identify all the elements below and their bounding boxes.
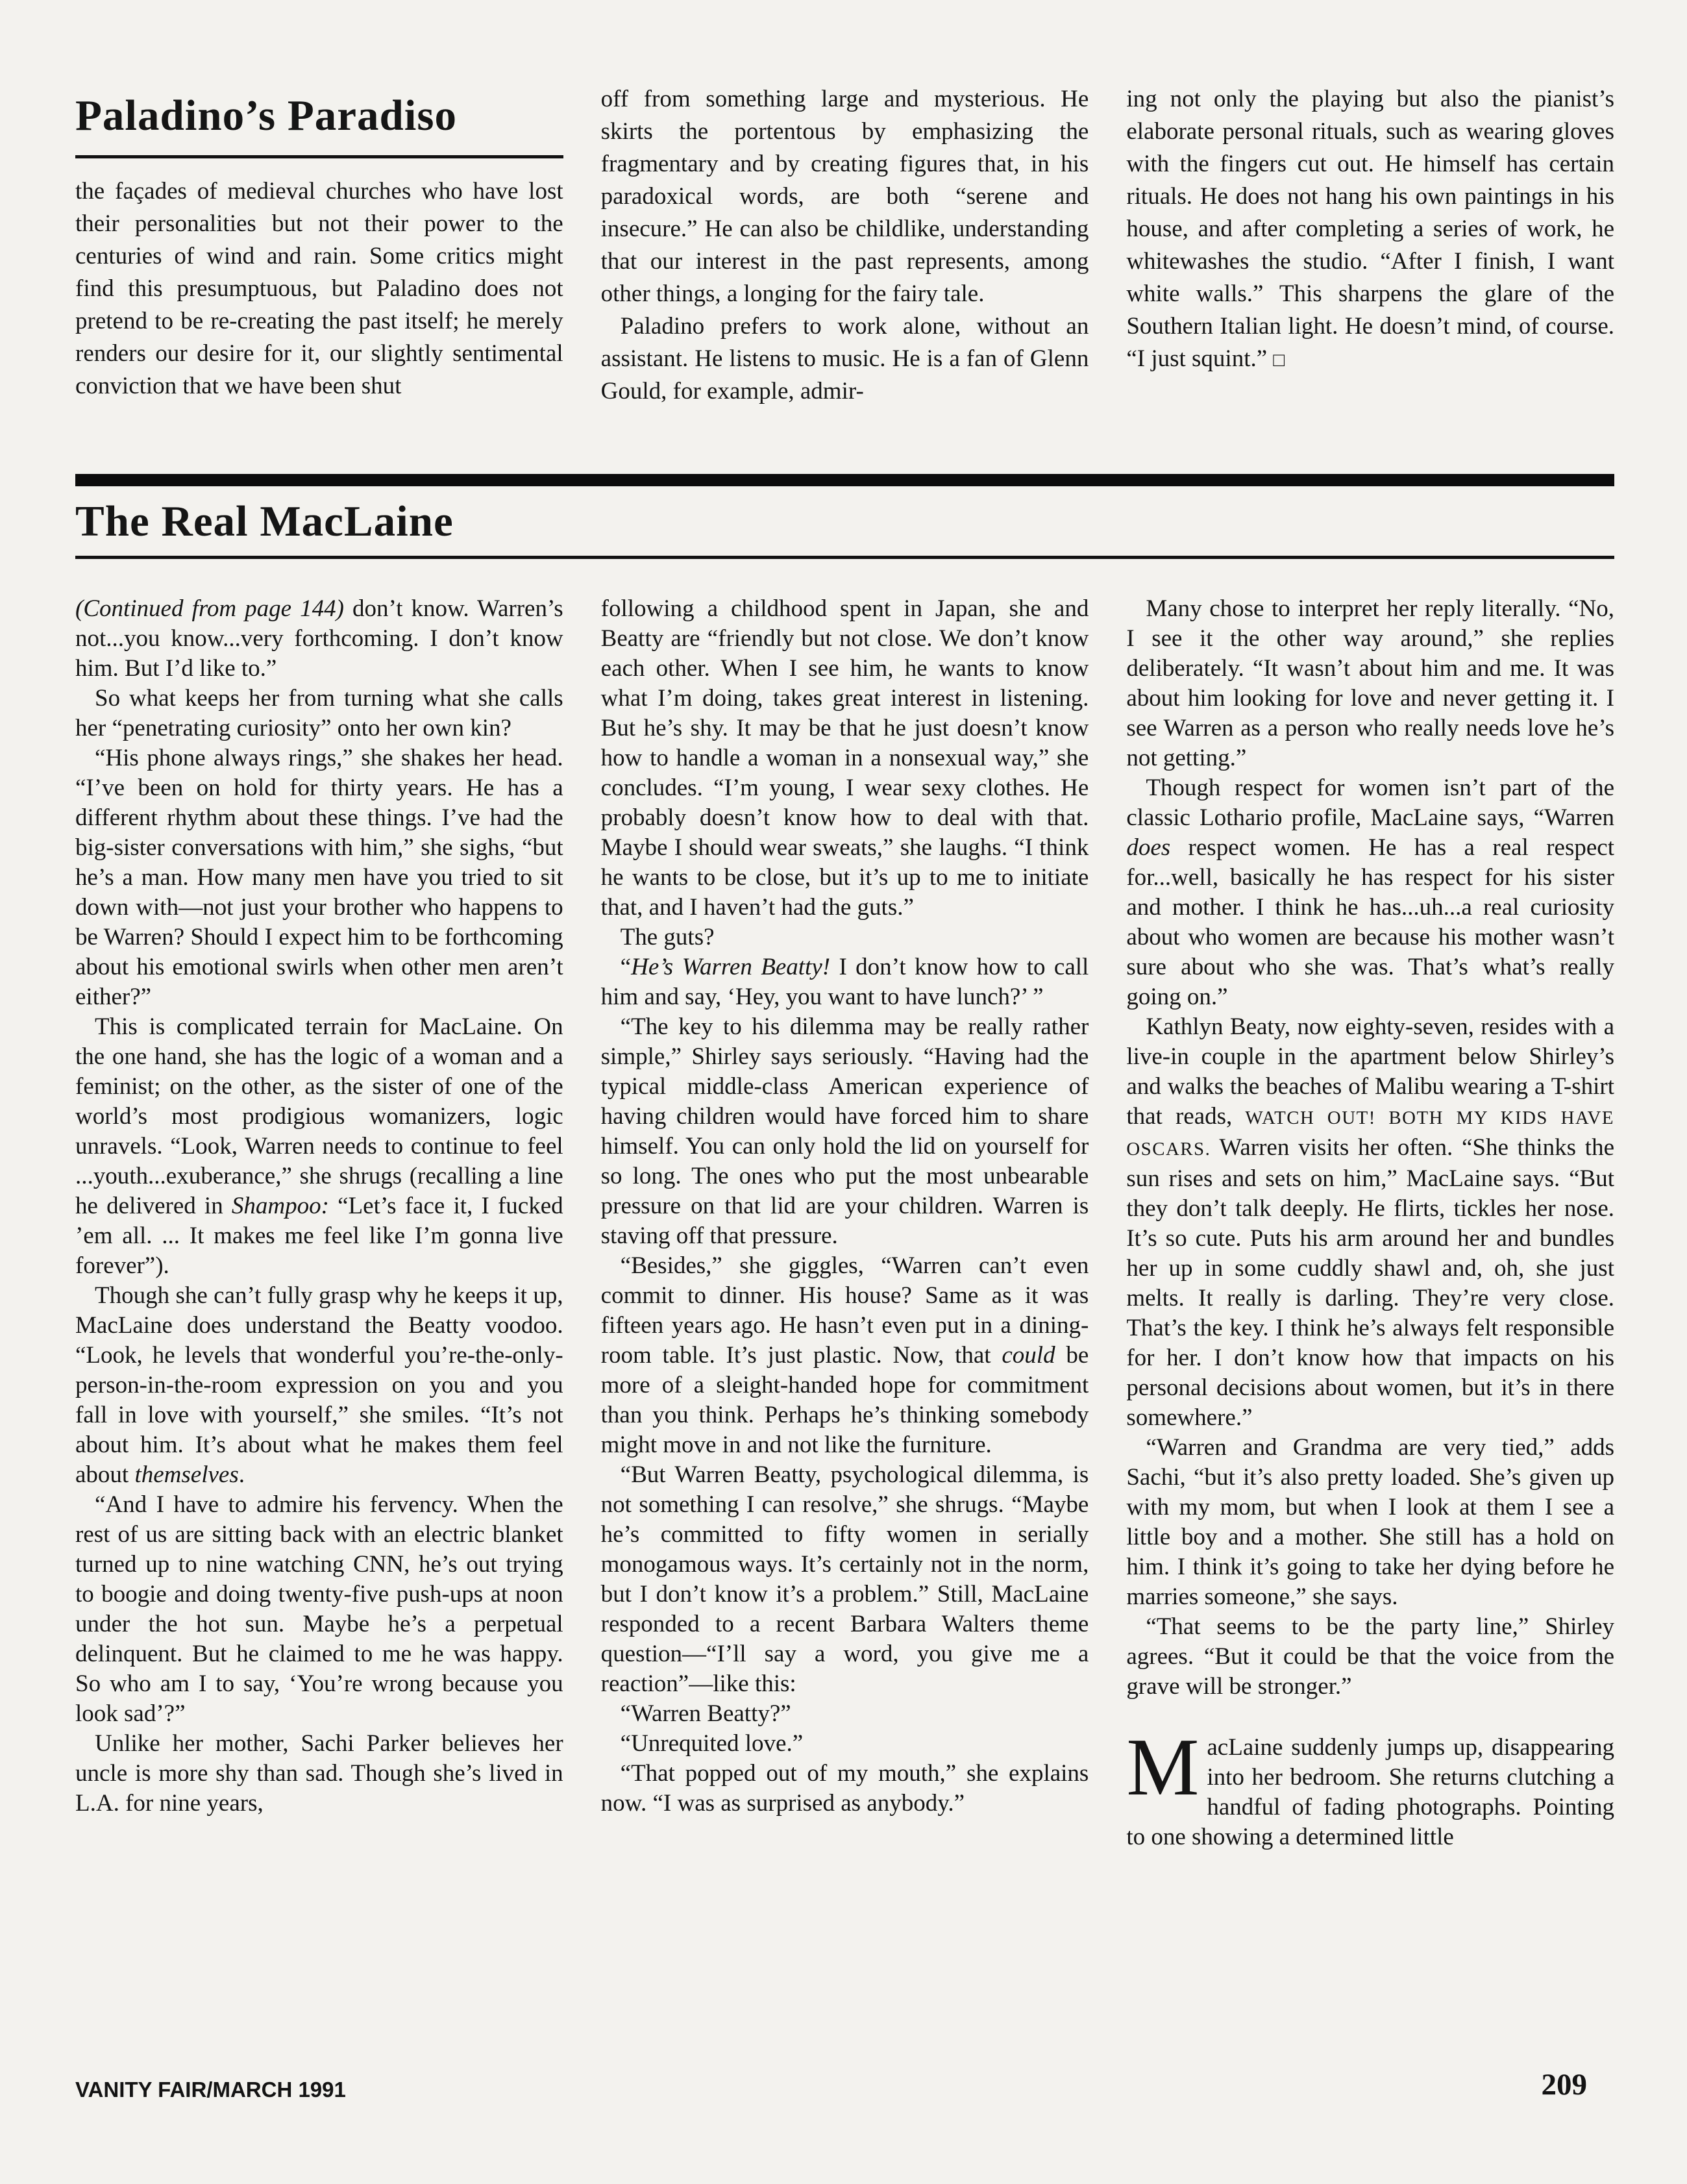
- paragraph: [1126, 594, 1614, 773]
- paragraph: [601, 1759, 1089, 1818]
- drop-cap: M: [1126, 1722, 1200, 1813]
- article2-column-3: [1126, 594, 1614, 2055]
- paragraph: [601, 83, 1089, 310]
- text-segment: “His phone always rings,” she shakes her head. “I’ve been on hold for thirty years. He has a different rhythm about these things. I’ve had the big-sister conversations with him,” she sighs, “but he’s a man. How many men have you tried to sit down with—not just your brother who happens to be Warren? Should I expect him to be forthcoming about his emotional swirls when other men aren’t either?”: [75, 745, 563, 1010]
- text-segment: “That popped out of my mouth,” she explains now. “I was as surprised as anybody.”: [600, 1760, 1089, 1817]
- paragraph: [75, 1490, 563, 1729]
- text-segment: could: [1002, 1342, 1055, 1369]
- text-segment: The guts?: [620, 924, 715, 950]
- page-footer: [75, 2067, 1614, 2102]
- article2-top-bar: [75, 474, 1614, 486]
- paragraph: [601, 1460, 1089, 1699]
- paragraph: [1126, 1722, 1614, 1852]
- paragraph: [75, 1281, 563, 1490]
- text-segment: be more of a sleight-handed hope for commitment than you think. Perhaps he’s thinking somebody might move in and not like the furniture.: [600, 1342, 1089, 1458]
- page-number: 209: [1541, 2068, 1587, 2102]
- article1-column-1: [75, 83, 563, 453]
- paragraph: [75, 684, 563, 743]
- article-paladinos-paradiso: [75, 83, 1614, 453]
- text-segment: WATCH OUT! BOTH MY KIDS HAVE OSCARS.: [1126, 1108, 1614, 1160]
- paragraph: [1126, 83, 1614, 377]
- paragraph: [1126, 1012, 1614, 1433]
- paragraph: [601, 594, 1089, 923]
- paragraph: [1126, 1612, 1614, 1702]
- paragraph: [1126, 773, 1614, 1012]
- text-segment: (Continued from page 144): [75, 595, 344, 622]
- text-segment: Warren visits her often. “She thinks the sun rises and sets on him,” MacLaine says. “But they don’t talk deeply. He flirts, tickles her nose. It’s so cute. Puts his arm around her and bundles her up in some cuddly shawl and, oh, she just melts. It really is darling. They’re very close. That’s the key. I think he’s always felt responsible for her. I don’t know how that impacts on his personal decisions about women, but it’s in there somewhere.”: [1126, 1134, 1614, 1431]
- paragraph: [1126, 1433, 1614, 1612]
- text-segment: He’s Warren Beatty!: [631, 954, 831, 980]
- text-segment: Kathlyn Beaty, now eighty-seven, resides with a live-in couple in the apartment below Shirley’s and walks the beaches of Malibu wearing a T-shirt that reads,: [1126, 1013, 1614, 1130]
- text-segment: Though she can’t fully grasp why he keeps it up, MacLaine does understand the Beatty voodoo. “Look, he levels that wonderful you’re-the-only-person-in-the-room expression on you and you fall in love with yourself,” she smiles. “It’s not about him. It’s about what he makes them feel about: [75, 1282, 563, 1488]
- paragraph: [601, 923, 1089, 952]
- text-segment: Paladino prefers to work alone, without an assistant. He listens to music. He is a fan of Glenn Gould, for example, admir-: [600, 313, 1089, 404]
- paragraph: [601, 952, 1089, 1012]
- article2-column-1: [75, 594, 563, 2055]
- text-segment: the façades of medieval churches who have lost their personalities but not their power to the centuries of wind and rain. Some critics might find this presumptuous, but Paladino does not pretend to be re-creating the past itself; he merely renders our desire for it, our slightly sentimental conviction that we have been shut: [75, 178, 563, 399]
- paragraph: [75, 1012, 563, 1281]
- text-segment: I don’t know how to call him and say, ‘Hey, you want to have lunch?’ ”: [600, 954, 1089, 1010]
- text-segment: don’t know. Warren’s not...you know...very forthcoming. I don’t know him. But I’d like to.”: [75, 595, 563, 682]
- text-segment: Shampoo:: [231, 1193, 329, 1219]
- text-segment: “: [620, 954, 632, 980]
- text-segment: acLaine suddenly jumps up, disappearing into her bedroom. She returns clutching a handful of fading photographs. Pointing to one showing a determined little: [1126, 1734, 1614, 1850]
- article2-title-rule: [75, 556, 1614, 559]
- text-segment: “Warren Beatty?”: [620, 1700, 791, 1727]
- article1-column-1-text: [75, 175, 563, 403]
- text-segment: does: [1126, 834, 1171, 861]
- paragraph: [601, 1012, 1089, 1251]
- text-segment: Unlike her mother, Sachi Parker believes her uncle is more shy than sad. Though she’s lived in L.A. for nine years,: [75, 1730, 563, 1817]
- text-segment: “Besides,” she giggles, “Warren can’t even commit to dinner. His house? Same as it was fifteen years ago. He hasn’t even put in a dining-room table. It’s just plastic. Now, that: [600, 1252, 1089, 1369]
- text-segment: “Warren and Grandma are very tied,” adds Sachi, “but it’s also pretty loaded. She’s given up with my mom, but when I look at them I see a little boy and a mother. She still has a hold on him. I think it’s going to take her dying before he marries someone,” she says.: [1126, 1434, 1614, 1610]
- article2-columns: [75, 594, 1614, 2055]
- paragraph: [601, 310, 1089, 408]
- text-segment: off from something large and mysterious. He skirts the portentous by emphasizing the fragmentary and by creating figures that, in his paradoxical words, are both “serene and insecure.” He can also be childlike, understanding that our interest in the past represents, among other things, a longing for the fairy tale.: [600, 86, 1089, 307]
- paragraph: [601, 1729, 1089, 1759]
- paragraph: [75, 1729, 563, 1818]
- text-segment: Many chose to interpret her reply literally. “No, I see it the other way around,” she replies deliberately. “It wasn’t about him and me. It was about him looking for love and never getting it. I see Warren as a person who really needs love he’s not getting.”: [1126, 595, 1614, 771]
- paragraph: [75, 175, 563, 403]
- text-segment: So what keeps her from turning what she calls her “penetrating curiosity” onto her own kin?: [75, 685, 563, 741]
- paragraph: [601, 1699, 1089, 1729]
- text-segment: ing not only the playing but also the pianist’s elaborate personal rituals, such as wearing gloves with the fingers cut out. He himself has certain rituals. He does not hang his own paintings in his house, and after completing a series of work, he whitewashes the studio. “After I finish, I want white walls.” This sharpens the glare of the Southern Italian light. He doesn’t mind, of course. “I just squint.”: [1126, 86, 1614, 372]
- paragraph: [75, 594, 563, 684]
- text-segment: “Let’s face it, I fucked ’em all. ... It makes me feel like I’m gonna live forever”).: [75, 1193, 563, 1279]
- footer-magazine-date: VANITY FAIR/MARCH 1991: [75, 2078, 346, 2102]
- text-segment: Though respect for women isn’t part of the classic Lothario profile, MacLaine says, “Warren: [1126, 775, 1614, 831]
- text-segment: .: [238, 1461, 245, 1488]
- text-segment: themselves: [134, 1461, 239, 1488]
- article1-column-3: [1126, 83, 1614, 453]
- paragraph: [601, 1251, 1089, 1460]
- article1-column-2: [601, 83, 1089, 453]
- end-of-article-mark: □: [1273, 350, 1285, 371]
- text-segment: “Unrequited love.”: [620, 1730, 804, 1757]
- text-segment: “The key to his dilemma may be really rather simple,” Shirley says seriously. “Having had the typical middle-class American experience of having children would have forced him to share himself. You can only hold the lid on yourself for so long. The ones who put the most unbearable pressure on that lid are your children. Warren is staving off that pressure.: [600, 1013, 1089, 1249]
- text-segment: “That seems to be the party line,” Shirley agrees. “But it could be that the voice from the grave will be stronger.”: [1126, 1613, 1614, 1700]
- article2-column-2: [601, 594, 1089, 2055]
- article1-title-rule: [75, 155, 563, 158]
- text-segment: This is complicated terrain for MacLaine. On the one hand, she has the logic of a woman and a feminist; on the other, as the sister of one of the world’s most prodigious womanizers, logic unravels. “Look, Warren needs to continue to feel ...youth...exuberance,” she shrugs (recalling a line he delivered in: [75, 1013, 563, 1219]
- article1-columns: [75, 83, 1614, 453]
- text-segment: following a childhood spent in Japan, she and Beatty are “friendly but not close. We don’t know each other. When I see him, he wants to know what I’m doing, takes great interest in listening. But he’s shy. It may be that he just doesn’t know how to handle a woman in a nonsexual way,” she concludes. “I’m young, I wear sexy clothes. He probably doesn’t know how to deal with that. Maybe I should wear sweats,” she laughs. “I think he wants to be close, but it’s up to me to initiate that, and I haven’t had the guts.”: [600, 595, 1089, 921]
- article-the-real-maclaine: [75, 474, 1614, 2055]
- text-segment: “But Warren Beatty, psychological dilemma, is not something I can resolve,” she shrugs. “Maybe he’s committed to fifty women in serially monogamous ways. It’s certainly not in the norm, but I don’t know it’s a problem.” Still, MacLaine responded to a recent Barbara Walters theme question—“I’ll say a word, you give me a reaction”—like this:: [600, 1461, 1089, 1697]
- article1-title: Paladino’s Paradiso: [75, 92, 457, 140]
- text-segment: respect women. He has a real respect for...well, basically he has respect for his sister and mother. I think he has...uh...a real curiosity about who women are because his mother wasn’t sure about who she was. That’s what’s really going on.”: [1126, 834, 1614, 1010]
- paragraph: [75, 743, 563, 1012]
- text-segment: “And I have to admire his fervency. When the rest of us are sitting back with an electric blanket turned up to nine watching CNN, he’s out trying to boogie and doing twenty-five push-ups at noon under the hot sun. Maybe he’s a perpetual delinquent. But he claimed to me he was happy. So who am I to say, ‘You’re wrong because you look sad’?”: [75, 1491, 563, 1727]
- article2-title: The Real MacLaine: [75, 497, 454, 545]
